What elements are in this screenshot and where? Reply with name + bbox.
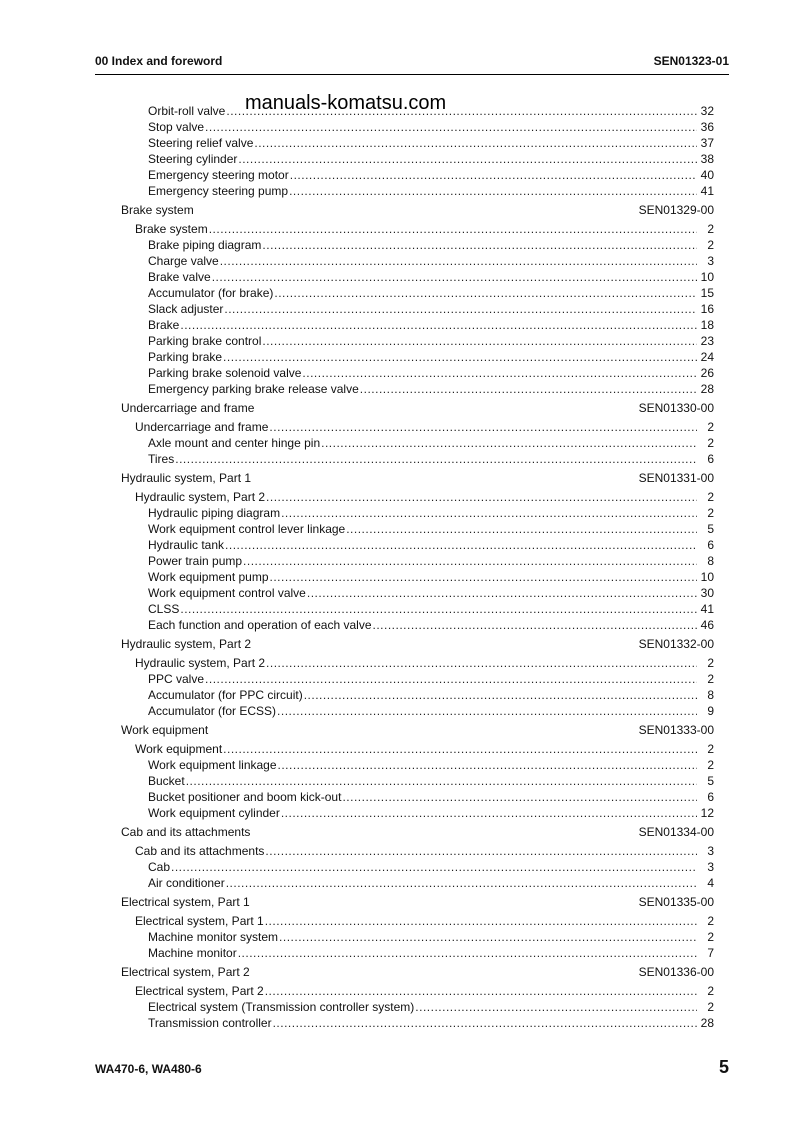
toc-subentry[interactable] (148, 569, 714, 585)
header-section-title: 00 Index and foreword (95, 54, 223, 68)
section-code: SEN01330-00 (638, 401, 714, 415)
dot-leader (224, 301, 697, 317)
entry-title: Hydraulic tank (148, 538, 225, 552)
toc-section-heading (121, 824, 714, 840)
dot-leader (262, 237, 697, 253)
entry-page-number: 4 (707, 876, 714, 890)
dot-leader (342, 789, 697, 805)
dot-leader (238, 151, 697, 167)
entry-page-number: 2 (707, 672, 714, 686)
entry-title: Accumulator (for ECSS) (148, 704, 277, 718)
entry-title: Cab (148, 860, 171, 874)
entry-page-number: 30 (700, 586, 714, 600)
toc-entry[interactable] (135, 655, 714, 671)
entry-title: Accumulator (for brake) (148, 286, 274, 300)
entry-page-number: 8 (707, 554, 714, 568)
toc-entry[interactable] (135, 983, 714, 999)
section-code: SEN01336-00 (638, 965, 714, 979)
section-title: Brake system (121, 203, 194, 217)
entry-title: Tires (148, 452, 175, 466)
entry-page-number: 2 (707, 742, 714, 756)
dot-leader (266, 489, 697, 505)
entry-page-number: 28 (700, 382, 714, 396)
toc-subentry[interactable] (148, 1015, 714, 1031)
entry-page-number: 12 (700, 806, 714, 820)
toc-entry[interactable] (135, 221, 714, 237)
toc-entry[interactable] (135, 913, 714, 929)
toc-subentry[interactable] (148, 875, 714, 891)
entry-page-number: 9 (707, 704, 714, 718)
dot-leader (279, 929, 697, 945)
section-title: Cab and its attachments (121, 825, 251, 839)
toc-subentry[interactable] (148, 703, 714, 719)
dot-leader (274, 285, 697, 301)
dot-leader (226, 103, 697, 119)
dot-leader (180, 317, 697, 333)
entry-title: Hydraulic system, Part 2 (135, 656, 266, 670)
toc-subentry[interactable] (148, 929, 714, 945)
entry-page-number: 28 (700, 1016, 714, 1030)
entry-page-number: 2 (707, 238, 714, 252)
entry-page-number: 7 (707, 946, 714, 960)
entry-title: Stop valve (148, 120, 205, 134)
toc-subentry[interactable] (148, 333, 714, 349)
entry-page-number: 2 (707, 656, 714, 670)
entry-page-number: 2 (707, 758, 714, 772)
entry-title: Accumulator (for PPC circuit) (148, 688, 303, 702)
entry-title: Brake valve (148, 270, 211, 284)
toc-subentry[interactable] (148, 601, 714, 617)
dot-leader (290, 167, 697, 183)
entry-page-number: 26 (700, 366, 714, 380)
entry-title: Work equipment cylinder (148, 806, 280, 820)
toc-subentry[interactable] (148, 365, 714, 381)
entry-title: PPC valve (148, 672, 205, 686)
section-title: Hydraulic system, Part 1 (121, 471, 252, 485)
entry-page-number: 2 (707, 222, 714, 236)
dot-leader (289, 183, 697, 199)
toc-subentry[interactable] (148, 349, 714, 365)
dot-leader (281, 505, 697, 521)
toc-subentry[interactable] (148, 317, 714, 333)
entry-title: Transmission controller (148, 1016, 272, 1030)
entry-page-number: 18 (700, 318, 714, 332)
entry-page-number: 10 (700, 570, 714, 584)
dot-leader (180, 601, 697, 617)
entry-title: Machine monitor system (148, 930, 279, 944)
entry-page-number: 2 (707, 930, 714, 944)
entry-title: Emergency steering motor (148, 168, 289, 182)
toc-entry[interactable] (135, 419, 714, 435)
entry-title: Work equipment linkage (148, 758, 277, 772)
toc-subentry[interactable] (148, 537, 714, 553)
toc-subentry[interactable] (148, 945, 714, 961)
entry-title: Cab and its attachments (135, 844, 265, 858)
entry-page-number: 2 (707, 1000, 714, 1014)
entry-title: Charge valve (148, 254, 219, 268)
section-title: Electrical system, Part 2 (121, 965, 250, 979)
entry-title: Work equipment control valve (148, 586, 306, 600)
toc-subentry[interactable] (148, 237, 714, 253)
toc-section-heading (121, 964, 714, 980)
dot-leader (171, 859, 697, 875)
dot-leader (281, 805, 697, 821)
dot-leader (220, 253, 697, 269)
entry-title: Bucket (148, 774, 185, 788)
page-number: 5 (718, 1057, 729, 1077)
dot-leader (262, 333, 697, 349)
section-code: SEN01333-00 (638, 723, 714, 737)
dot-leader (223, 349, 697, 365)
section-title: Hydraulic system, Part 2 (121, 637, 252, 651)
toc-entry[interactable] (135, 843, 714, 859)
entry-title: Brake system (135, 222, 208, 236)
entry-page-number: 3 (707, 860, 714, 874)
toc-subentry[interactable] (148, 585, 714, 601)
entry-title: Undercarriage and frame (135, 420, 269, 434)
dot-leader (265, 843, 697, 859)
entry-page-number: 3 (707, 844, 714, 858)
entry-title: CLSS (148, 602, 180, 616)
entry-title: Brake (148, 318, 180, 332)
dot-leader (243, 553, 697, 569)
dot-leader (265, 913, 697, 929)
toc-subentry[interactable] (148, 451, 714, 467)
entry-page-number: 2 (707, 490, 714, 504)
toc-subentry[interactable] (148, 119, 714, 135)
toc-subentry[interactable] (148, 253, 714, 269)
section-code: SEN01335-00 (638, 895, 714, 909)
entry-page-number: 15 (700, 286, 714, 300)
dot-leader (302, 365, 697, 381)
entry-page-number: 3 (707, 254, 714, 268)
dot-leader (225, 537, 697, 553)
entry-title: Parking brake control (148, 334, 262, 348)
toc-entry[interactable] (135, 741, 714, 757)
entry-page-number: 24 (700, 350, 714, 364)
dot-leader (270, 569, 697, 585)
entry-title: Orbit-roll valve (148, 104, 226, 118)
toc-subentry[interactable] (148, 859, 714, 875)
entry-title: Air conditioner (148, 876, 225, 890)
dot-leader (265, 983, 697, 999)
entry-title: Emergency parking brake release valve (148, 382, 359, 396)
entry-page-number: 40 (700, 168, 714, 182)
dot-leader (415, 999, 697, 1015)
dot-leader (186, 773, 697, 789)
entry-title: Power train pump (148, 554, 243, 568)
entry-page-number: 8 (707, 688, 714, 702)
toc-subentry[interactable] (148, 435, 714, 451)
entry-title: Hydraulic piping diagram (148, 506, 281, 520)
entry-title: Electrical system (Transmission controller system) (148, 1000, 415, 1014)
toc-section-heading (121, 636, 714, 652)
entry-title: Bucket positioner and boom kick-out (148, 790, 342, 804)
entry-title: Machine monitor (148, 946, 237, 960)
entry-page-number: 5 (707, 774, 714, 788)
dot-leader (269, 419, 697, 435)
toc-section-heading (121, 400, 714, 416)
entry-title: Parking brake solenoid valve (148, 366, 302, 380)
entry-title: Work equipment control lever linkage (148, 522, 346, 536)
toc-subentry[interactable] (148, 999, 714, 1015)
entry-title: Steering cylinder (148, 152, 238, 166)
toc-subentry[interactable] (148, 805, 714, 821)
entry-title: Hydraulic system, Part 2 (135, 490, 266, 504)
dot-leader (307, 585, 697, 601)
entry-page-number: 2 (707, 984, 714, 998)
page-header (95, 54, 729, 75)
entry-page-number: 38 (700, 152, 714, 166)
toc-subentry[interactable] (148, 183, 714, 199)
dot-leader (205, 671, 697, 687)
dot-leader (175, 451, 697, 467)
entry-title: Slack adjuster (148, 302, 224, 316)
entry-page-number: 46 (700, 618, 714, 632)
entry-title: Electrical system, Part 2 (135, 984, 264, 998)
entry-title: Each function and operation of each valve (148, 618, 372, 632)
footer-model: WA470-6, WA480-6 (95, 1062, 202, 1076)
toc-subentry[interactable] (148, 521, 714, 537)
toc-entry[interactable] (135, 489, 714, 505)
toc-subentry[interactable] (148, 773, 714, 789)
entry-title: Parking brake (148, 350, 223, 364)
entry-page-number: 23 (700, 334, 714, 348)
entry-page-number: 41 (700, 602, 714, 616)
entry-title: Work equipment (135, 742, 223, 756)
entry-title: Electrical system, Part 1 (135, 914, 264, 928)
dot-leader (212, 269, 697, 285)
toc-subentry[interactable] (148, 757, 714, 773)
entry-page-number: 36 (700, 120, 714, 134)
section-code: SEN01334-00 (638, 825, 714, 839)
toc-subentry[interactable] (148, 167, 714, 183)
toc-subentry[interactable] (148, 135, 714, 151)
entry-page-number: 2 (707, 420, 714, 434)
entry-page-number: 2 (707, 436, 714, 450)
toc-subentry[interactable] (148, 671, 714, 687)
entry-page-number: 6 (707, 452, 714, 466)
entry-page-number: 16 (700, 302, 714, 316)
entry-page-number: 5 (707, 522, 714, 536)
dot-leader (223, 741, 697, 757)
toc-subentry[interactable] (148, 301, 714, 317)
entry-page-number: 10 (700, 270, 714, 284)
entry-page-number: 2 (707, 506, 714, 520)
entry-page-number: 2 (707, 914, 714, 928)
dot-leader (273, 1015, 697, 1031)
toc-subentry[interactable] (148, 505, 714, 521)
dot-leader (321, 435, 697, 451)
toc-subentry[interactable] (148, 103, 714, 119)
dot-leader (277, 703, 697, 719)
entry-title: Axle mount and center hinge pin (148, 436, 321, 450)
toc-subentry[interactable] (148, 151, 714, 167)
dot-leader (304, 687, 697, 703)
toc-section-heading (121, 722, 714, 738)
toc-subentry[interactable] (148, 617, 714, 633)
watermark: manuals-komatsu.com (245, 92, 447, 114)
dot-leader (346, 521, 697, 537)
section-title: Undercarriage and frame (121, 401, 255, 415)
entry-page-number: 37 (700, 136, 714, 150)
section-code: SEN01329-00 (638, 203, 714, 217)
dot-leader (209, 221, 697, 237)
dot-leader (205, 119, 697, 135)
toc-subentry[interactable] (148, 269, 714, 285)
dot-leader (278, 757, 697, 773)
entry-title: Steering relief valve (148, 136, 254, 150)
toc-subentry[interactable] (148, 553, 714, 569)
dot-leader (266, 655, 697, 671)
toc-subentry[interactable] (148, 285, 714, 301)
toc-section-heading (121, 894, 714, 910)
entry-page-number: 41 (700, 184, 714, 198)
entry-title: Emergency steering pump (148, 184, 289, 198)
toc-subentry[interactable] (148, 687, 714, 703)
section-title: Electrical system, Part 1 (121, 895, 250, 909)
toc-section-heading (121, 470, 714, 486)
dot-leader (373, 617, 698, 633)
dot-leader (226, 875, 697, 891)
section-code: SEN01331-00 (638, 471, 714, 485)
entry-page-number: 6 (707, 790, 714, 804)
dot-leader (254, 135, 697, 151)
entry-page-number: 32 (700, 104, 714, 118)
dot-leader (360, 381, 697, 397)
entry-page-number: 6 (707, 538, 714, 552)
header-doc-code: SEN01323-01 (653, 54, 729, 68)
dot-leader (238, 945, 697, 961)
toc-subentry[interactable] (148, 381, 714, 397)
entry-title: Brake piping diagram (148, 238, 262, 252)
toc-subentry[interactable] (148, 789, 714, 805)
section-title: Work equipment (121, 723, 209, 737)
toc-section-heading (121, 202, 714, 218)
entry-title: Work equipment pump (148, 570, 269, 584)
section-code: SEN01332-00 (638, 637, 714, 651)
